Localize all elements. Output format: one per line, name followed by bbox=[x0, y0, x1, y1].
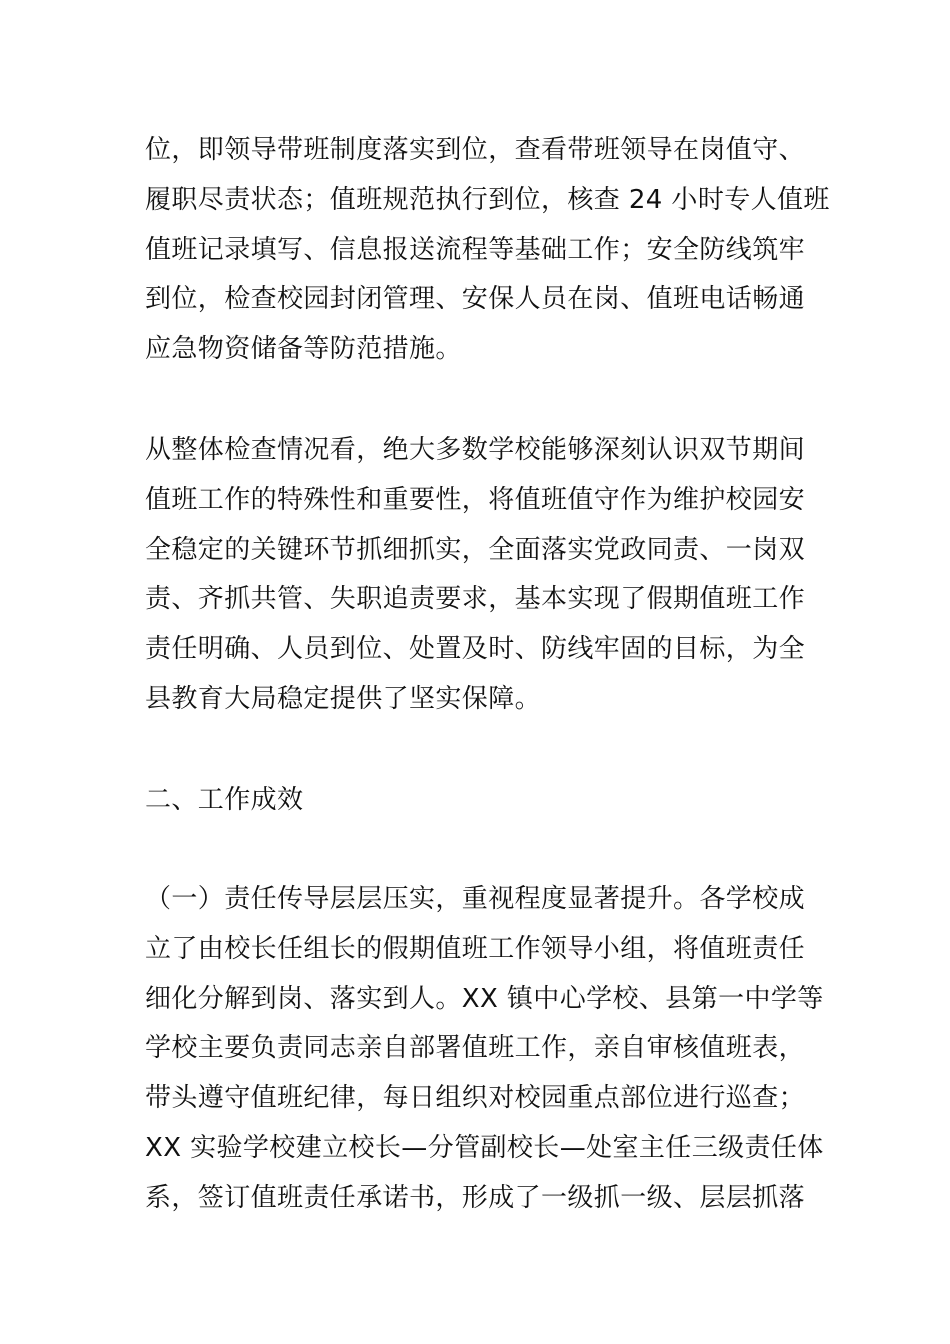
text-line: 到位，检查校园封闭管理、安保人员在岗、值班电话畅通 bbox=[145, 284, 806, 315]
text-line: （一）责任传导层层压实，重视程度显著提升。各学校成 bbox=[145, 884, 806, 914]
paragraph-duty-inspection bbox=[145, 126, 830, 375]
text-line: 细化分解到岗、落实到人。XX 镇中心学校、县第一中学等 bbox=[145, 983, 824, 1014]
text-line: 带头遵守值班纪律，每日组织对校园重点部位进行巡查； bbox=[145, 1083, 806, 1114]
text-line: 全稳定的关键环节抓细抓实，全面落实党政同责、一岗双 bbox=[145, 534, 806, 565]
text-line: 责任明确、人员到位、处置及时、防线牢固的目标，为全 bbox=[145, 634, 806, 665]
section-heading bbox=[145, 776, 815, 826]
text-line: 位，即领导带班制度落实到位，查看带班领导在岗值守、 bbox=[145, 135, 806, 165]
text-line: 值班工作的特殊性和重要性，将值班值守作为维护校园安 bbox=[145, 484, 806, 515]
text-line: 应急物资储备等防范措施。 bbox=[145, 334, 462, 365]
text-line: 系，签订值班责任承诺书，形成了一级抓一级、层层抓落 bbox=[145, 1182, 806, 1213]
text-line: 履职尽责状态；值班规范执行到位，核查 24 小时专人值班 bbox=[145, 184, 830, 215]
text-line: 责、齐抓共管、失职追责要求，基本实现了假期值班工作 bbox=[145, 584, 806, 615]
text-line: XX 实验学校建立校长—分管副校长—处室主任三级责任体 bbox=[145, 1132, 824, 1163]
text-line: 学校主要负责同志亲自部署值班工作，亲自审核值班表， bbox=[145, 1033, 806, 1064]
text-line: 值班记录填写、信息报送流程等基础工作；安全防线筑牢 bbox=[145, 234, 806, 265]
text-line: 立了由校长任组长的假期值班工作领导小组，将值班责任 bbox=[145, 933, 806, 964]
heading-text: 二、工作成效 bbox=[145, 785, 304, 815]
text-line: 从整体检查情况看，绝大多数学校能够深刻认识双节期间 bbox=[145, 435, 806, 465]
paragraph-overall-situation bbox=[145, 426, 815, 725]
text-line: 县教育大局稳定提供了坚实保障。 bbox=[145, 683, 542, 714]
paragraph-responsibility bbox=[145, 875, 824, 1224]
